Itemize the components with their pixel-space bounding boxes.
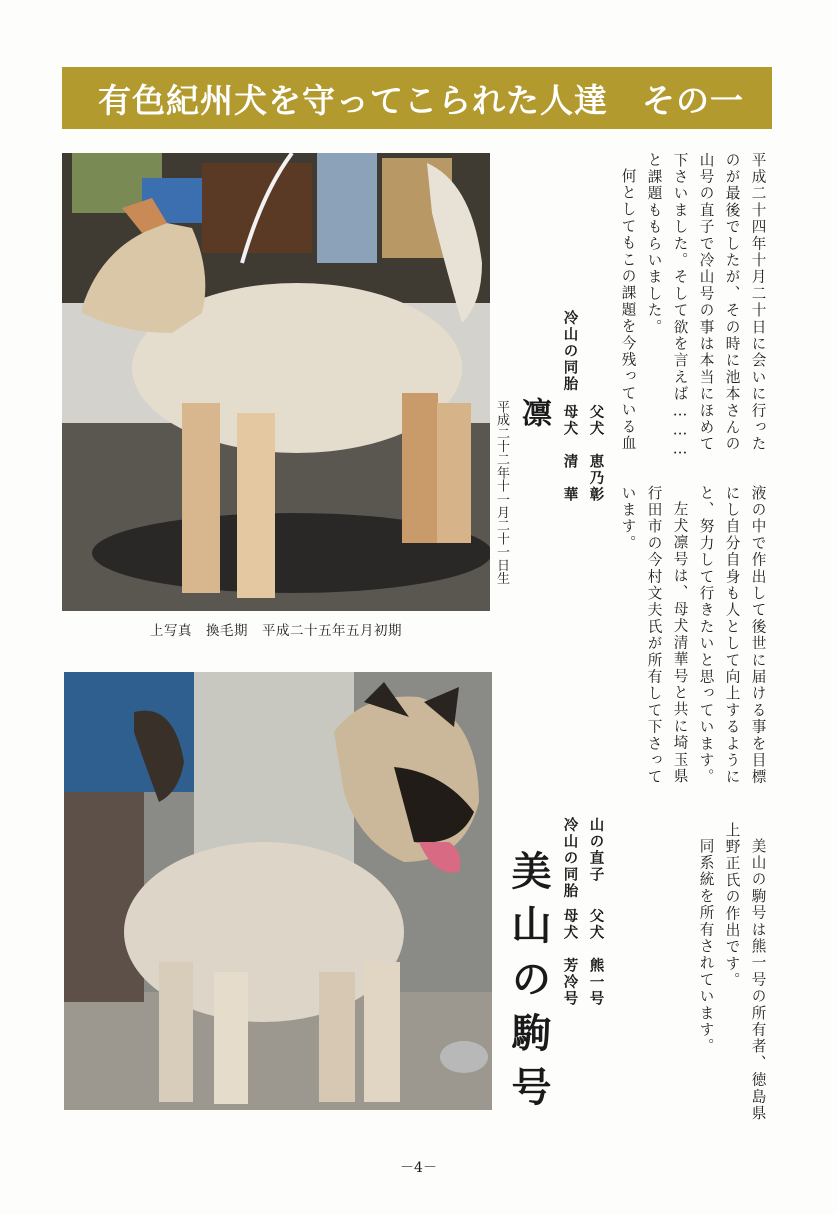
body-line: 行田市の今村文夫氏が所有して下さって xyxy=(645,485,663,786)
dog-koma-name: 美山の駒号 xyxy=(505,850,552,1120)
body-line: います。 xyxy=(619,485,637,552)
dog-rin-photo xyxy=(62,153,490,611)
body-line: と、努力して行きたいと思っています。 xyxy=(697,485,715,786)
body-line: のが最後でしたが、その時に池本さんの xyxy=(723,152,741,453)
dog-koma-father: 父犬 熊一号 xyxy=(587,908,605,1007)
body-line: 液の中で作出して後世に届ける事を目標 xyxy=(749,485,767,786)
dog-koma-mother: 母犬 芳冷号 xyxy=(561,908,579,1007)
dog-rin-sibling: 冷山の同胎 xyxy=(561,310,579,393)
body-line: にし自分自身も人として向上するように xyxy=(723,485,741,786)
dog-rin-mother: 母犬 清 華 xyxy=(561,404,579,503)
body-line: 下さいました。そして欲を言えば……… xyxy=(671,152,689,460)
dog-rin-father: 父犬 恵乃彰 xyxy=(587,404,605,503)
dog-miyama-no-koma-photo xyxy=(64,672,492,1110)
title-banner xyxy=(62,67,772,129)
photo-caption: 上写真 換毛期 平成二十五年五月初期 xyxy=(150,623,402,639)
dog-rin-birth-date: 平成二十二年十一月二十一日生 xyxy=(494,400,509,585)
body-line: 同系統を所有されています。 xyxy=(697,838,715,1056)
body-line: 何としてもこの課題を今残っている血 xyxy=(619,168,637,452)
dog-koma-lineage: 山の直子 xyxy=(587,817,605,883)
body-line: 美山の駒号は熊一号の所有者、徳島県 xyxy=(749,838,767,1122)
body-line: 左犬凛号は、母犬清華号と共に埼玉県 xyxy=(671,501,689,785)
dog-rin-name: 凛 xyxy=(516,397,551,427)
page-number: －4－ xyxy=(400,1160,437,1176)
dog-koma-sibling: 冷山の同胎 xyxy=(561,817,579,900)
page-title: 有色紀州犬を守ってこられた人達 その一 xyxy=(98,80,744,120)
body-line: 平成二十四年十月二十日に会いに行った xyxy=(749,152,767,453)
body-line: 上野正氏の作出です。 xyxy=(723,822,741,989)
body-line: 山号の直子で冷山号の事は本当にほめて xyxy=(697,152,715,453)
body-line: と課題ももらいました。 xyxy=(645,152,663,336)
